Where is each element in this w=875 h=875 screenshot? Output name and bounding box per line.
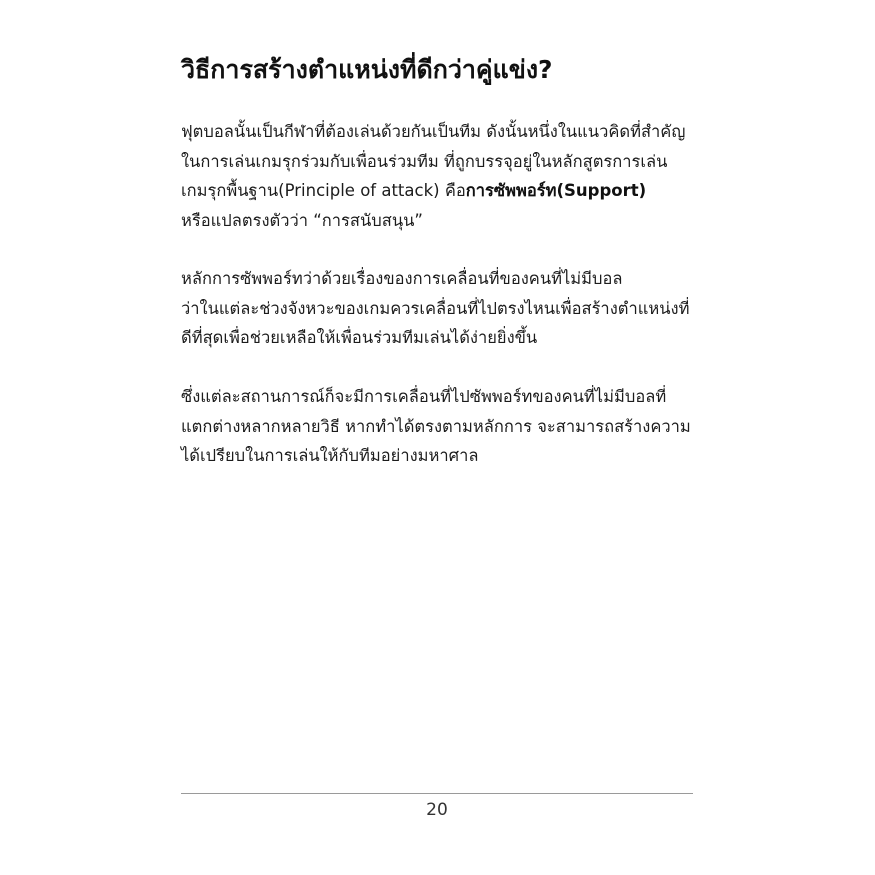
page-number: 20 (426, 800, 448, 820)
paragraph-2-line-2: ว่าในแต่ละช่วงจังหวะของเกมควรเคลื่อนที่ไปตรงไหนเพื่อสร้างตำแหน่งที่ (181, 298, 690, 318)
paragraph-3-line-1: ซึ่งแต่ละสถานการณ์ก็จะมีการเคลื่อนที่ไปซัพพอร์ทของคนที่ไม่มีบอลที่ (181, 387, 667, 406)
paragraph-2-line-3: ดีที่สุดเพื่อช่วยเหลือให้เพื่อนร่วมทีมเล่นได้ง่ายยิ่งขึ้น (181, 328, 538, 347)
paragraph-3-line-3: ได้เปรียบในการเล่นให้กับทีมอย่างมหาศาล (181, 446, 479, 465)
support-term-bold: การซัพพอร์ท(Support) (465, 181, 647, 200)
paragraph-3-line-2: แตกต่างหลากหลายวิธี หากทำได้ตรงตามหลักการ จะสามารถสร้างความ (181, 416, 691, 436)
paragraph-1-line-3 (181, 176, 701, 206)
paragraph-1-line-1: ฟุตบอลนั้นเป็นกีฬาที่ต้องเล่นด้วยกันเป็นทีม ดังนั้นหนึ่งในแนวคิดที่สำคัญ (181, 122, 686, 141)
page-title: วิธีการสร้างตำแหน่งที่ดีกว่าคู่แข่ง? (181, 55, 553, 84)
paragraph-3 (181, 382, 701, 471)
paragraph-1-line-3-text: เกมรุกพื้นฐาน(Principle of attack) คือ (181, 181, 466, 200)
paragraph-2-line-1: หลักการซัพพอร์ทว่าด้วยเรื่องของการเคลื่อนที่ของคนที่ไม่มีบอล (181, 269, 623, 288)
footer-divider (181, 793, 693, 794)
paragraph-2 (181, 264, 701, 353)
paragraph-1-line-2: ในการเล่นเกมรุกร่วมกับเพื่อนร่วมทีม ที่ถูกบรรจุอยู่ในหลักสูตรการเล่น (181, 151, 668, 171)
paragraph-1 (181, 117, 701, 235)
paragraph-1-line-4: หรือแปลตรงตัวว่า “การสนับสนุน” (181, 210, 423, 230)
